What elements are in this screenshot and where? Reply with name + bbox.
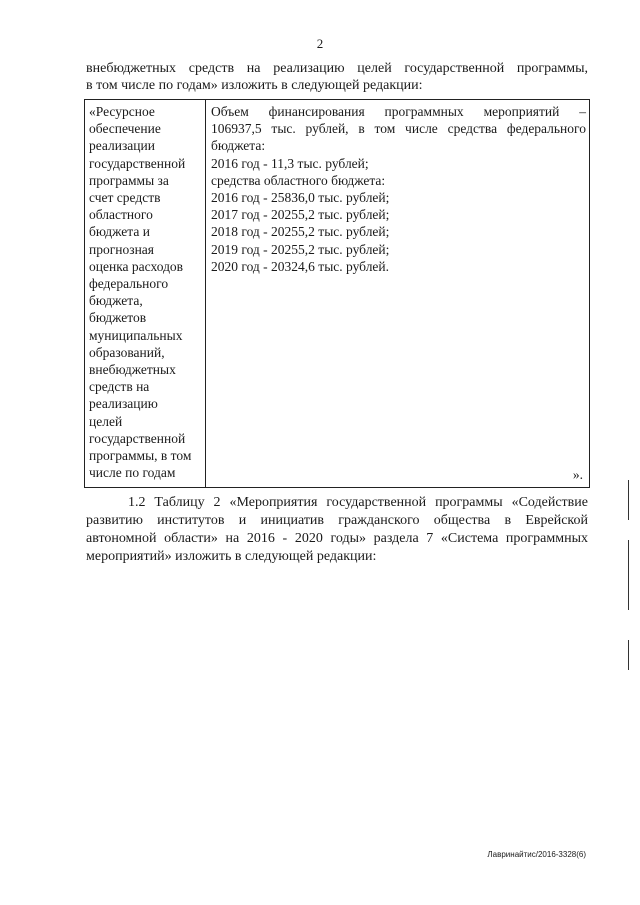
label-line: «Ресурсное (89, 104, 155, 119)
label-line: бюджета и (89, 224, 150, 240)
label-line: средств на (89, 379, 150, 395)
label-line: программы за (89, 172, 169, 188)
footer-reference: Лавринайтис/2016-3328(6) (487, 850, 586, 859)
label-line: программы, в том (89, 448, 192, 464)
label-line: бюджетов (89, 310, 147, 326)
paragraph-line: автономной области» на 2016 - 2020 годы» раздела 7 «Система программных (86, 531, 588, 546)
value-line: 2020 год - 20324,6 тыс. рублей. (211, 258, 390, 274)
value-line: 2017 год - 20255,2 тыс. рублей; (211, 207, 390, 223)
paragraph-line: мероприятий» изложить в следующей редакции: (86, 549, 377, 564)
label-line: бюджета, (89, 293, 143, 309)
label-line: счет средств (89, 190, 161, 206)
value-line: 2016 год - 11,3 тыс. рублей; (211, 155, 369, 171)
table-label-cell (85, 100, 206, 487)
value-line: 106937,5 тыс. рублей, в том числе средства федерального (211, 121, 586, 137)
label-line: обеспечение (89, 121, 161, 137)
label-line: областного (89, 207, 153, 223)
scan-edge-mark (628, 480, 629, 520)
value-line: бюджета: (211, 138, 266, 154)
paragraph-line: развитию институтов и инициатив гражданского общества в Еврейской (86, 513, 588, 528)
label-line: федерального (89, 276, 169, 292)
scan-edge-mark (628, 540, 629, 610)
label-line: числе по годам (89, 465, 176, 481)
label-line: оценка расходов (89, 258, 184, 274)
label-line: прогнозная (89, 241, 154, 257)
value-line: 2016 год - 25836,0 тыс. рублей; (211, 190, 390, 206)
scan-edge-mark (628, 640, 629, 670)
label-line: целей (89, 413, 123, 429)
resource-table (84, 99, 590, 488)
value-line: Объем финансирования программных мероприятий – (211, 104, 586, 119)
closing-quote: ». (572, 467, 583, 482)
label-line: реализации (89, 138, 155, 154)
value-line: средства областного бюджета: (211, 172, 386, 188)
paragraph-line: 1.2 Таблицу 2 «Мероприятия государственной программы «Содействие (128, 495, 588, 510)
table-value-cell (206, 100, 589, 487)
intro-text (86, 60, 588, 94)
intro-line: в том числе по годам» изложить в следующей редакции: (86, 78, 423, 93)
intro-line: внебюджетных средств на реализацию целей государственной программы, (86, 61, 588, 76)
amendment-paragraph (86, 494, 588, 566)
page-number: 2 (316, 36, 324, 51)
label-line: внебюджетных (89, 362, 176, 378)
label-line: муниципальных (89, 327, 183, 343)
value-line: 2019 год - 20255,2 тыс. рублей; (211, 241, 390, 257)
value-line: 2018 год - 20255,2 тыс. рублей; (211, 224, 390, 240)
label-line: государственной (89, 155, 186, 171)
label-line: государственной (89, 430, 186, 446)
label-line: реализацию (89, 396, 158, 412)
label-line: образований, (89, 344, 165, 360)
